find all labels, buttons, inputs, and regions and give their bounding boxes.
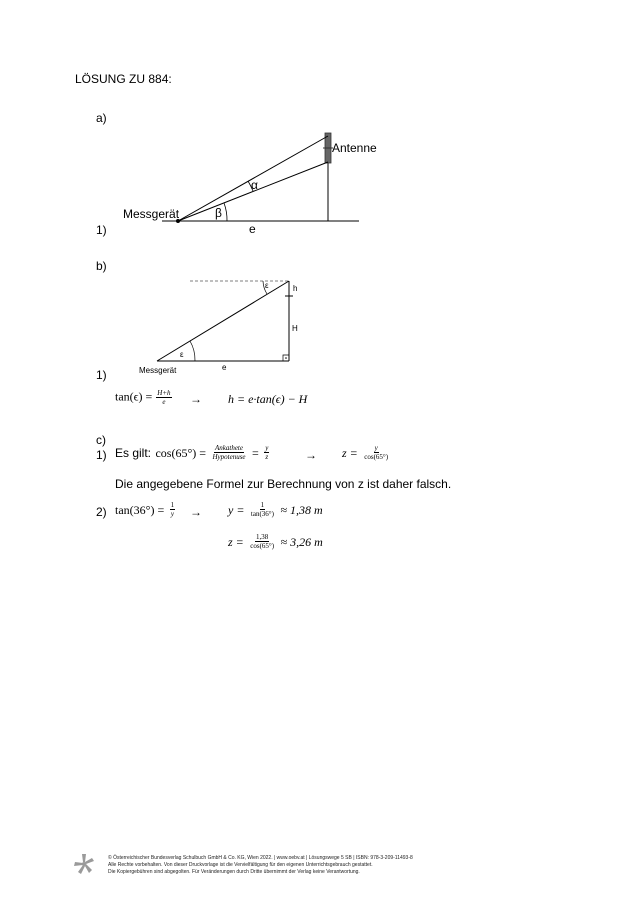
footer-copyright: © Österreichischer Bundesverlag Schulbuch GmbH & Co. KG, Wien 2022. | www.oebv.at | Lösungswege 5 SB | ISBN: 978-3-209-11493-8 Alle Rechte vorbehalten. Von dieser Druckvorlage ist die Vervielfältigung für den eigenen Unterrichtsgebrauch gestattet. Die Kopiergebühren sind abgegolten. Für Veränderungen durch Dritte übernimmt der Verlag keine Verantwortung. bbox=[108, 855, 413, 875]
arrow-c2: → bbox=[190, 505, 202, 519]
formula-z-result: z = $\frac{1,38}{\cos(65^\circ)}$ ≈ 3,26 m bbox=[228, 533, 323, 551]
part-a-item-label: 1) bbox=[96, 223, 107, 237]
H-label: H bbox=[292, 324, 298, 333]
formula-h-result: h = e·tan(ϵ) − H bbox=[228, 392, 308, 406]
epsilon-bottom-label: ε bbox=[180, 350, 184, 359]
device-label: Messgerät bbox=[123, 207, 180, 221]
device-label-b: Messgerät bbox=[139, 366, 177, 375]
e-label-b: e bbox=[222, 363, 227, 372]
page-heading: LÖSUNG ZU 884: bbox=[75, 72, 172, 86]
formula-z: z = $\frac{y}{\cos(65^\circ)}$ bbox=[342, 444, 389, 462]
part-b-item-label: 1) bbox=[96, 368, 107, 382]
conclusion-text: Die angegebene Formel zur Berechnung von z ist daher falsch. bbox=[115, 477, 452, 491]
antenna-label: Antenne bbox=[332, 141, 377, 155]
formula-tan-epsilon: tan(ϵ) = $\frac{H+h}{e}$ bbox=[115, 389, 171, 406]
e-label: e bbox=[249, 222, 256, 236]
arrow-c1: → bbox=[305, 448, 317, 462]
alpha-label: α bbox=[251, 178, 258, 192]
formula-y-result: y = $\frac{1}{\tan(36^\circ)}$ ≈ 1,38 m bbox=[228, 501, 323, 519]
h-label: h bbox=[293, 284, 298, 293]
beta-label: β bbox=[215, 206, 222, 220]
formula-cos65: Es gilt: cos(65°) = $\frac{\text{Ankathete}}{\text{Hypotenuse}}$ = $\frac{y}{z}$ bbox=[115, 444, 269, 462]
part-a-label: a) bbox=[96, 111, 107, 125]
arrow-b: → bbox=[190, 392, 202, 406]
part-c-item2-label: 2) bbox=[96, 505, 107, 519]
formula-tan36: tan(36°) = $\frac{1}{y}$ bbox=[115, 501, 175, 519]
part-c-item1-label: 1) bbox=[96, 448, 107, 462]
part-b-label: b) bbox=[96, 259, 107, 273]
part-c-label: c) bbox=[96, 433, 106, 447]
epsilon-top-label: ε bbox=[265, 281, 269, 290]
